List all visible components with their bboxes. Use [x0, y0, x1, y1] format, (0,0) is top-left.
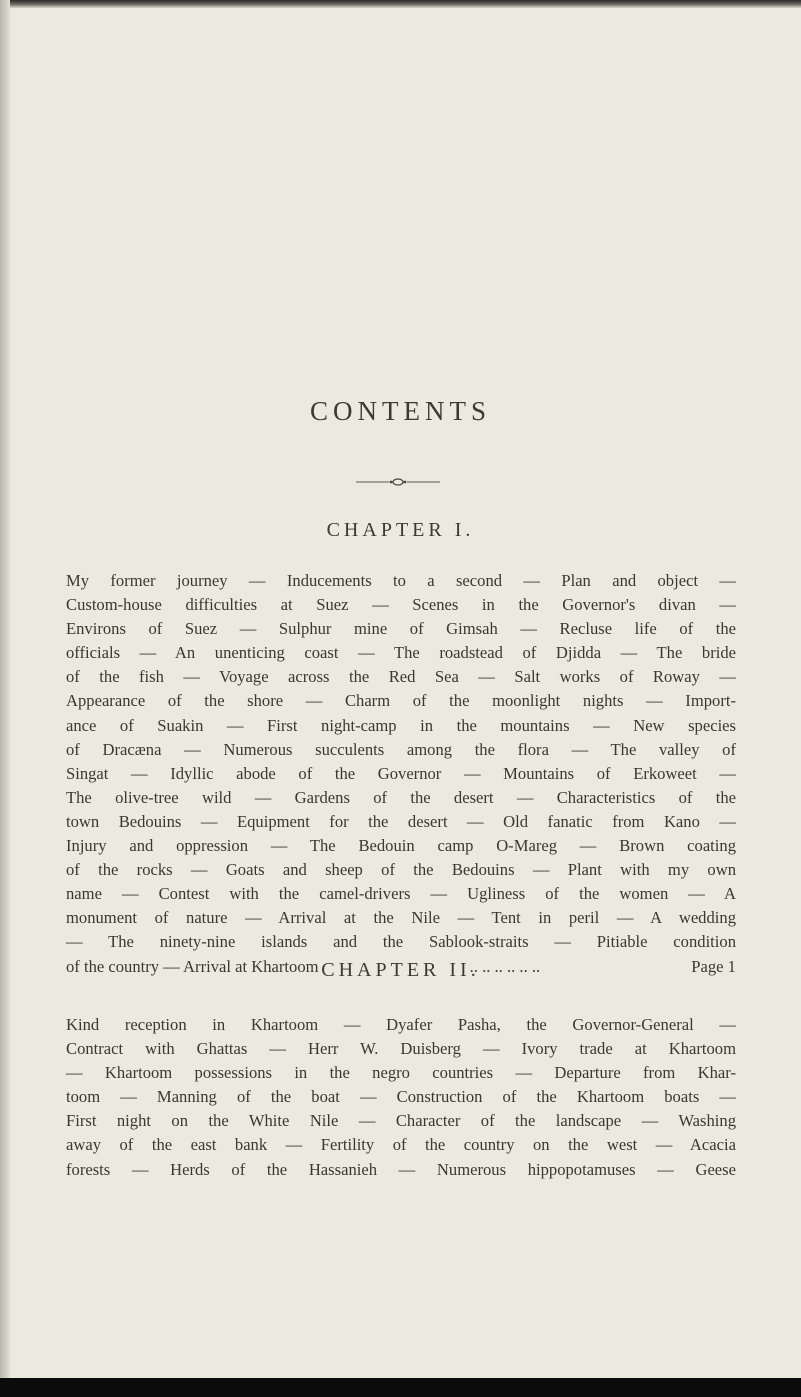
synopsis-line: The olive-tree wild — Gardens of the desert — Characteristics of the: [66, 787, 736, 807]
synopsis-line: away of the east bank — Fertility of the country on the west — Acacia: [66, 1135, 736, 1155]
dot-leader: .. .. .. .. .. ..: [469, 956, 541, 976]
synopsis-line: — Khartoom possessions in the negro countries — Departure from Khar-: [66, 1063, 736, 1083]
page-reference: Page 1: [691, 956, 736, 976]
page-bottom-edge: [0, 1378, 801, 1397]
synopsis-line: of the country — Arrival at Khartoom: [66, 956, 319, 976]
synopsis-line: town Bedouins — Equipment for the desert — Old fanatic from Kano —: [66, 811, 736, 831]
synopsis-line: officials — An unenticing coast — The roadstead of Djidda — The bride: [66, 643, 736, 663]
chapter-1-title: CHAPTER I.: [326, 519, 475, 541]
page-top-edge: [0, 0, 801, 8]
synopsis-line: Environs of Suez — Sulphur mine of Gimsah — Recluse life of the: [66, 619, 736, 639]
synopsis-line: Appearance of the shore — Charm of the moonlight nights — Import-: [66, 691, 736, 711]
synopsis-line: Injury and oppression — The Bedouin camp O-Mareg — Brown coating: [66, 836, 736, 856]
synopsis-line: forests — Herds of the Hassanieh — Numerous hippopotamuses — Geese: [66, 1159, 736, 1179]
synopsis-line: toom — Manning of the boat — Construction of the Khartoom boats —: [66, 1087, 736, 1107]
synopsis-line: First night on the White Nile — Character of the landscape — Washing: [66, 1111, 736, 1131]
synopsis-line: monument of nature — Arrival at the Nile — Tent in peril — A wedding: [66, 908, 736, 928]
page-heading: CONTENTS: [310, 396, 491, 426]
synopsis-line: of the fish — Voyage across the Red Sea — Salt works of Roway —: [66, 667, 736, 687]
synopsis-line: Kind reception in Khartoom — Dyafer Pasha, the Governor-General —: [66, 1015, 736, 1034]
synopsis-line: Singat — Idyllic abode of the Governor — Mountains of Erkoweet —: [66, 763, 736, 783]
synopsis-line: Custom-house difficulties at Suez — Scenes in the Governor's divan —: [66, 595, 736, 615]
synopsis-line: — The ninety-nine islands and the Sablook-straits — Pitiable condition: [66, 932, 736, 952]
chapter-2-synopsis: [66, 1013, 736, 1182]
ornament-divider-icon: [356, 478, 440, 486]
synopsis-line: My former journey — Inducements to a second — Plan and object —: [66, 571, 736, 590]
synopsis-line: name — Contest with the camel-drivers — Ugliness of the women — A: [66, 884, 736, 904]
synopsis-line: ance of Suakin — First night-camp in the mountains — New species: [66, 715, 736, 735]
chapter-2-title: CHAPTER II.: [321, 959, 480, 981]
synopsis-line: Contract with Ghattas — Herr W. Duisberg — Ivory trade at Khartoom: [66, 1039, 736, 1059]
binding-shadow: [0, 0, 10, 1397]
synopsis-line: of Dracæna — Numerous succulents among the flora — The valley of: [66, 739, 736, 759]
chapter-1-synopsis: [66, 569, 736, 979]
synopsis-line: of the rocks — Goats and sheep of the Bedouins — Plant with my own: [66, 860, 736, 880]
